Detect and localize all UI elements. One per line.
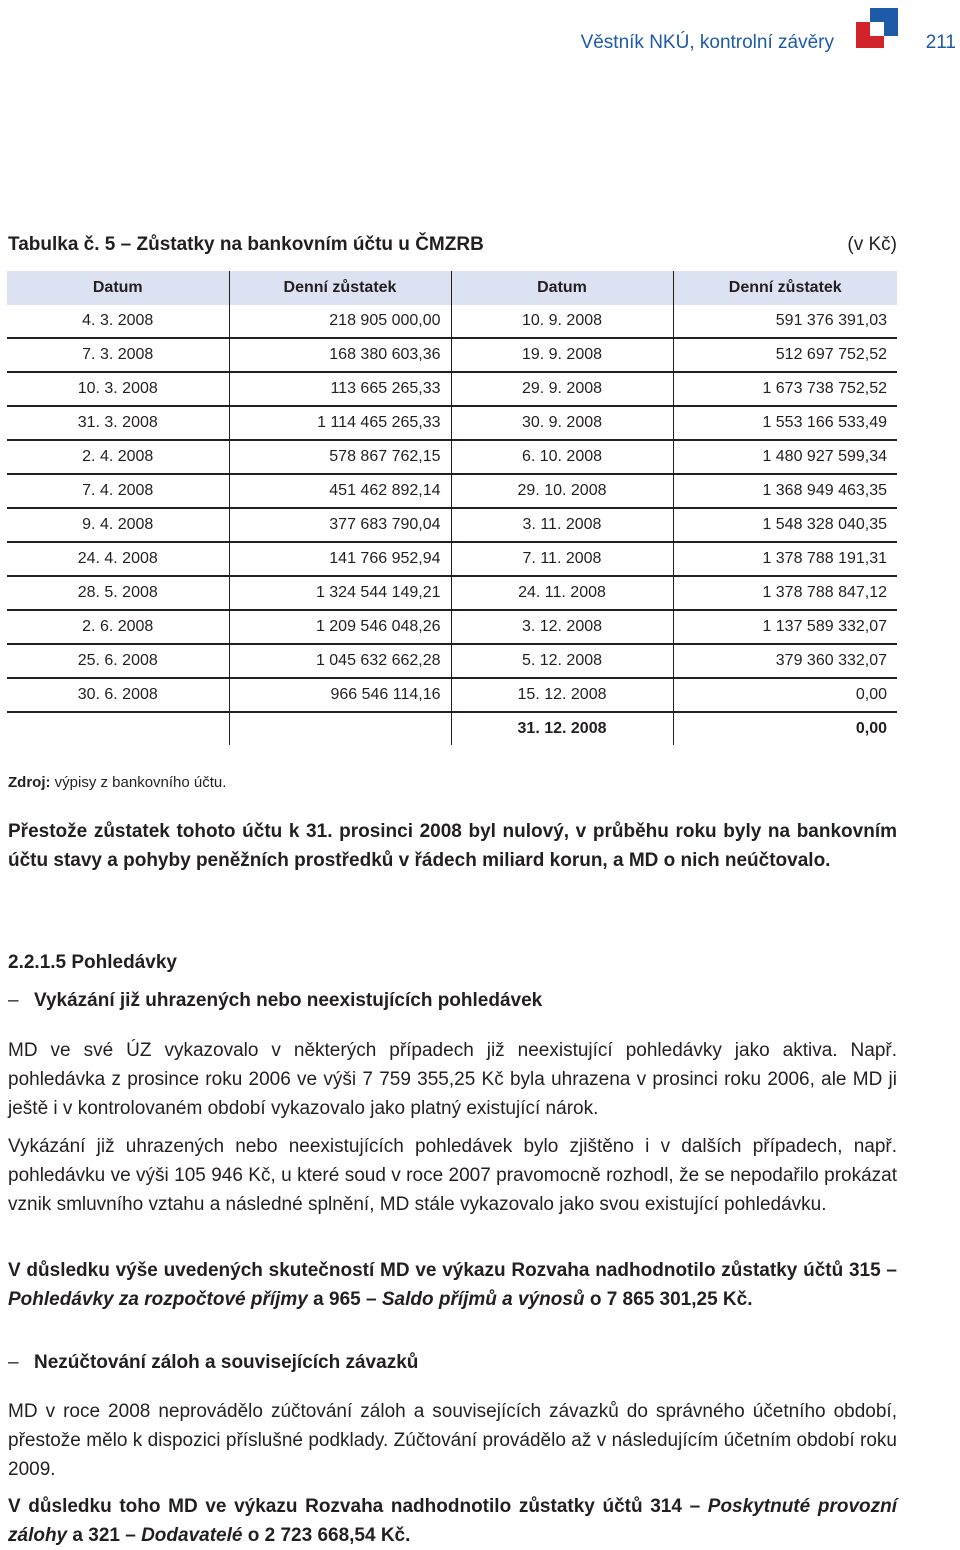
text-part: o 2 723 668,54 Kč.: [242, 1525, 411, 1546]
cell-date: 4. 3. 2008: [7, 305, 229, 338]
table-row-final: [7, 712, 897, 745]
cell-date: 9. 4. 2008: [7, 508, 229, 542]
table-row: [7, 338, 897, 372]
nku-logo-icon: [856, 8, 900, 48]
cell-date: 3. 12. 2008: [451, 610, 673, 644]
cell-date: 31. 3. 2008: [7, 406, 229, 440]
table-row: [7, 678, 897, 712]
section-heading: 2.2.1.5 Pohledávky: [8, 952, 177, 973]
source-text: výpisy z bankovního účtu.: [50, 774, 227, 791]
cell-balance: 0,00: [673, 712, 897, 745]
table-row: [7, 576, 897, 610]
cell-balance: 451 462 892,14: [229, 474, 451, 508]
text-part: V důsledku toho MD ve výkazu Rozvaha nadhodnotilo zůstatky účtů 314 –: [8, 1496, 708, 1517]
cell-balance: 512 697 752,52: [673, 338, 897, 372]
cell-balance: 379 360 332,07: [673, 644, 897, 678]
header-balance-1: Denní zůstatek: [229, 271, 451, 305]
source-label: Zdroj:: [8, 774, 51, 791]
cell-balance: 591 376 391,03: [673, 305, 897, 338]
text-part: V důsledku výše uvedených skutečností MD ve výkazu Rozvaha nadhodnotilo zůstatky účtů 315 –: [8, 1260, 897, 1281]
cell-date: 5. 12. 2008: [451, 644, 673, 678]
journal-title: Věstník NKÚ, kontrolní závěry: [580, 32, 834, 53]
cell-date: 6. 10. 2008: [451, 440, 673, 474]
cell-date: 28. 5. 2008: [7, 576, 229, 610]
paragraph-zero-balance: Přestože zůstatek tohoto účtu k 31. prosinci 2008 byl nulový, v průběhu roku byly na bankovním účtu stavy a pohyby peněžních prostředků v řádech miliard korun, a MD o nich neúčtovalo.: [8, 821, 897, 871]
table-row: [7, 508, 897, 542]
cell-date: 7. 11. 2008: [451, 542, 673, 576]
paragraph-further-cases: Vykázání již uhrazených nebo neexistujících pohledávek bylo zjištěno i v dalších případech, např. pohledávku ve výši 105 946 Kč, u které soud v roce 2007 pravomocně rozhodl, že se nepodařilo prokázat vznik smluvního vztahu a následné splnění, MD stále vykazovalo jako svou existující pohledávku.: [8, 1136, 897, 1215]
cell-balance: 1 137 589 332,07: [673, 610, 897, 644]
cell-balance: 1 673 738 752,52: [673, 372, 897, 406]
cell-balance: 0,00: [673, 678, 897, 712]
cell-balance: 578 867 762,15: [229, 440, 451, 474]
cell-date: 25. 6. 2008: [7, 644, 229, 678]
cell-balance: 966 546 114,16: [229, 678, 451, 712]
cell-date: 29. 9. 2008: [451, 372, 673, 406]
cell-date: 3. 11. 2008: [451, 508, 673, 542]
paragraph-nonexistent-receivables: MD ve své ÚZ vykazovalo v některých případech již neexistující pohledávky jako aktiva. Např. pohledávka z prosince roku 2006 ve výši 7 759 355,25 Kč byla uhrazena v prosinci roku 2006, ale MD ji ještě i v kontrolovaném období vykazovalo jako platný existující nárok.: [8, 1040, 897, 1119]
account-name: Dodavatelé: [141, 1525, 243, 1546]
cell-balance: 113 665 265,33: [229, 372, 451, 406]
header-date-1: Datum: [7, 271, 229, 305]
cell-date: 30. 6. 2008: [7, 678, 229, 712]
cell-date: 7. 3. 2008: [7, 338, 229, 372]
subheading-advances: [8, 1352, 418, 1374]
cell-empty: [229, 712, 451, 745]
table-unit: (v Kč): [847, 234, 897, 255]
cell-balance: 218 905 000,00: [229, 305, 451, 338]
table-caption: [8, 234, 897, 256]
paragraph-overstatement-1: [8, 1256, 897, 1314]
cell-date: 24. 4. 2008: [7, 542, 229, 576]
cell-balance: 1 480 927 599,34: [673, 440, 897, 474]
cell-date: 2. 6. 2008: [7, 610, 229, 644]
cell-balance: 1 548 328 040,35: [673, 508, 897, 542]
table-row: [7, 440, 897, 474]
cell-date: 10. 3. 2008: [7, 372, 229, 406]
cell-date: 10. 9. 2008: [451, 305, 673, 338]
page-header: [0, 28, 960, 68]
cell-balance: 141 766 952,94: [229, 542, 451, 576]
table-row: [7, 610, 897, 644]
cell-balance: 1 209 546 048,26: [229, 610, 451, 644]
cell-balance: 168 380 603,36: [229, 338, 451, 372]
cell-date: 7. 4. 2008: [7, 474, 229, 508]
cell-date: 24. 11. 2008: [451, 576, 673, 610]
page-number: 211: [925, 32, 956, 53]
cell-balance: 377 683 790,04: [229, 508, 451, 542]
cell-date: 29. 10. 2008: [451, 474, 673, 508]
cell-date: 30. 9. 2008: [451, 406, 673, 440]
dash-icon: –: [8, 1352, 19, 1373]
table-source: [8, 774, 226, 791]
cell-date: 2. 4. 2008: [7, 440, 229, 474]
cell-balance: 1 378 788 847,12: [673, 576, 897, 610]
table-row: [7, 474, 897, 508]
account-name: Poskytnuté provozní zálohy: [8, 1496, 897, 1546]
cell-balance: 1 114 465 265,33: [229, 406, 451, 440]
table-row: [7, 644, 897, 678]
table-row: [7, 305, 897, 338]
cell-balance: 1 324 544 149,21: [229, 576, 451, 610]
table-row: [7, 372, 897, 406]
header-date-2: Datum: [451, 271, 673, 305]
table-row: [7, 542, 897, 576]
paragraph-overstatement-2: [8, 1492, 897, 1550]
text-part: a 965 –: [307, 1289, 382, 1310]
cell-balance: 1 045 632 662,28: [229, 644, 451, 678]
account-name: Pohledávky za rozpočtové příjmy: [8, 1289, 308, 1310]
subheading-text: Nezúčtování záloh a souvisejících závazků: [34, 1352, 419, 1373]
account-name: Saldo příjmů a výnosů: [381, 1289, 585, 1310]
dash-icon: –: [8, 990, 19, 1011]
subheading-text: Vykázání již uhrazených nebo neexistujících pohledávek: [34, 990, 543, 1011]
cell-date: 15. 12. 2008: [451, 678, 673, 712]
paragraph-advances: MD v roce 2008 neprovádělo zúčtování záloh a souvisejících závazků do správného účetního období, přestože mělo k dispozici příslušné podklady. Zúčtování provádělo až v následujícím účetním období roku 2009.: [8, 1401, 897, 1480]
table-row: [7, 406, 897, 440]
subheading-paid-receivables: [8, 990, 542, 1012]
table-caption-text: Tabulka č. 5 – Zůstatky na bankovním účtu u ČMZRB: [8, 234, 484, 255]
header-balance-2: Denní zůstatek: [673, 271, 897, 305]
cell-date: 19. 9. 2008: [451, 338, 673, 372]
balance-table: [7, 271, 897, 745]
text-part: o 7 865 301,25 Kč.: [584, 1289, 753, 1310]
cell-balance: 1 378 788 191,31: [673, 542, 897, 576]
cell-balance: 1 553 166 533,49: [673, 406, 897, 440]
text-part: a 321 –: [67, 1525, 142, 1546]
cell-date: 31. 12. 2008: [451, 712, 673, 745]
table-header-row: [7, 271, 897, 305]
cell-balance: 1 368 949 463,35: [673, 474, 897, 508]
cell-empty: [7, 712, 229, 745]
